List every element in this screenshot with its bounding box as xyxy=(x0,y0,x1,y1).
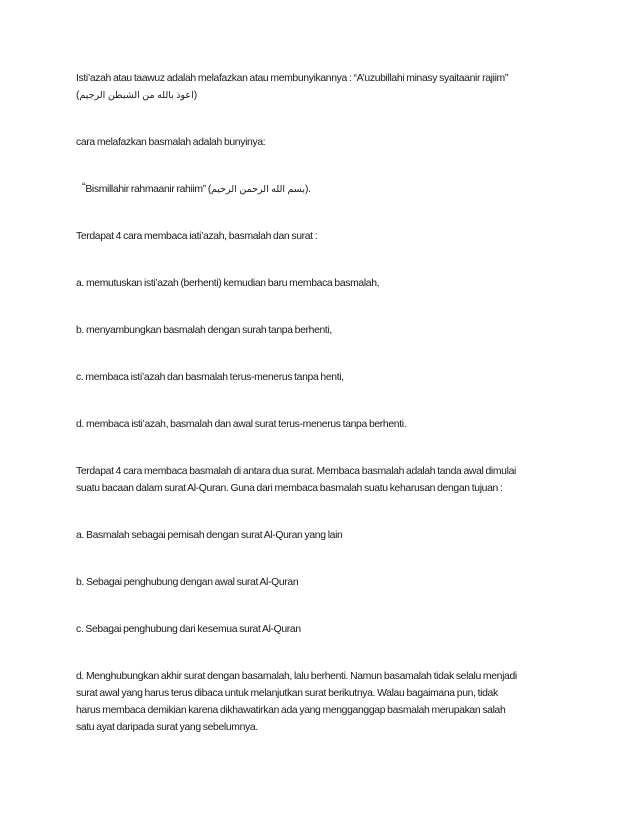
list-item-c-penghubung-kesemua xyxy=(76,621,576,638)
open-quote: “ xyxy=(82,181,86,193)
list-item-a-memutuskan xyxy=(76,275,576,292)
istiazah-definition-line-1: Isti’azah atau taawuz adalah melafazkan atau membunyikannya : “A’uzubillahi minasy syaitaanir rajiim” xyxy=(76,73,508,84)
basmalah-between-surat-line-2: suatu bacaan dalam surat Al-Quran. Guna dari membaca basmalah suatu keharusan dengan tujuan : xyxy=(76,483,503,494)
paragraph-basmalah-intro xyxy=(76,134,576,151)
close-paren: ) xyxy=(193,90,198,101)
basmalah-transliteration: Bismillahir rahmaanir rahiim” ( xyxy=(85,184,211,195)
menghubungkan-line-2: surat awal yang harus terus dibaca untuk melanjutkan surat berikutnya. Walau bagaimana pun, tidak xyxy=(76,688,498,699)
list-item-text: a. memutuskan isti’azah (berhenti) kemudian baru membaca basmalah, xyxy=(76,278,380,289)
istiazah-arabic-line xyxy=(76,87,576,104)
list-item-text: d. membaca isti’azah, basmalah dan awal surat terus-menerus tanpa berhenti. xyxy=(76,419,407,430)
list-item-text: b. Sebagai penghubung dengan awal surat Al-Quran xyxy=(76,577,299,588)
basmalah-arabic-text: بسم الله الرحمن الرحيم xyxy=(210,184,305,195)
list-item-b-menyambungkan xyxy=(76,322,576,339)
basmalah-intro-text: cara melafazkan basmalah adalah bunyinya: xyxy=(76,137,266,148)
menghubungkan-line-3: harus membaca demikian karena dikhawatirkan ada yang mengganggap basmalah merupakan salah xyxy=(76,705,506,716)
menghubungkan-line-4: satu ayat daripada surat yang sebelumnya. xyxy=(76,722,258,733)
list-item-d-menghubungkan xyxy=(76,668,576,736)
menghubungkan-line-1: d. Menghubungkan akhir surat dengan basamalah, lalu berhenti. Namun basamalah tidak selalu menjadi xyxy=(76,671,517,682)
close-paren-period: ). xyxy=(304,184,311,195)
open-paren: ( xyxy=(76,90,80,101)
list-item-a-pemisah xyxy=(76,527,576,544)
paragraph-istiazah-definition xyxy=(76,70,576,104)
list-item-b-penghubung-awal xyxy=(76,574,576,591)
four-ways-heading-text: Terdapat 4 cara membaca iati’azah, basmalah dan surat : xyxy=(76,231,318,242)
paragraph-four-ways-heading xyxy=(76,228,576,245)
list-item-text: c. Sebagai penghubung dari kesemua surat Al-Quran xyxy=(76,624,301,635)
list-item-text: b. menyambungkan basmalah dengan surah tanpa berhenti, xyxy=(76,325,332,336)
list-item-text: a. Basmalah sebagai pemisah dengan surat Al-Quran yang lain xyxy=(76,530,343,541)
basmalah-between-surat-line-1: Terdapat 4 cara membaca basmalah di antara dua surat. Membaca basmalah adalah tanda awal dimulai xyxy=(76,466,516,477)
list-item-text: c. membaca isti’azah dan basmalah terus-menerus tanpa henti, xyxy=(76,372,344,383)
paragraph-basmalah-between-surat xyxy=(76,463,576,497)
list-item-d-membaca xyxy=(76,416,576,433)
istiazah-arabic-text: اعوذ بالله من الشيطن الرجيم xyxy=(79,90,194,101)
paragraph-basmalah-pronunciation xyxy=(76,181,576,198)
list-item-c-membaca xyxy=(76,369,576,386)
